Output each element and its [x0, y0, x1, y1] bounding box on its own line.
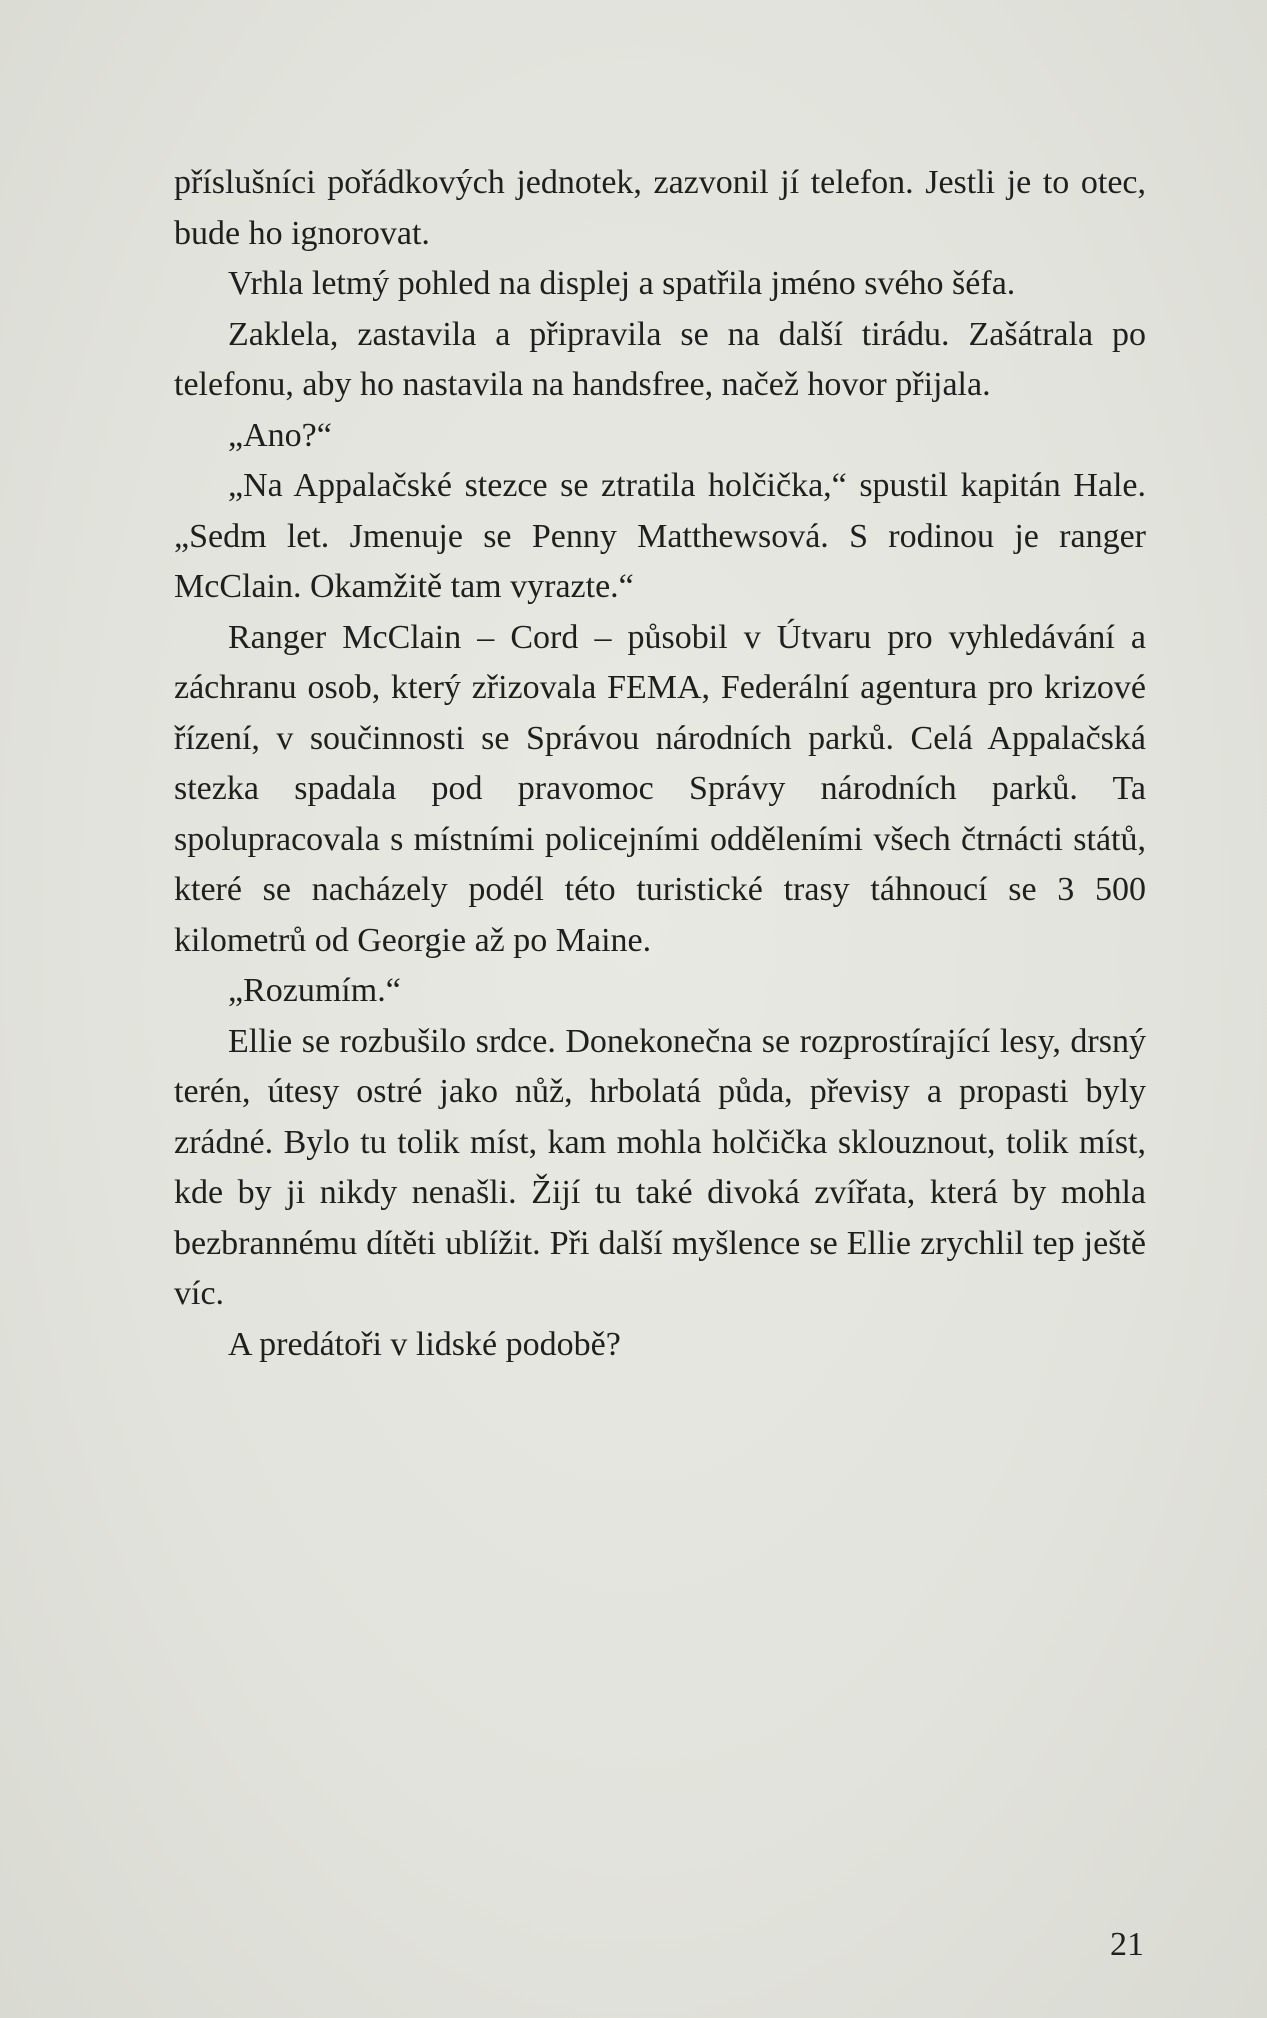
- paragraph: Zaklela, zastavila a připravila se na další tirádu. Zašátrala po telefonu, aby ho nastavila na handsfree, načež hovor přijala.: [174, 315, 1146, 403]
- paragraph: Ellie se rozbušilo srdce. Donekonečna se rozprostírající lesy, drsný terén, útesy ostré jako nůž, hrbolatá půda, převisy a propasti byly zrádné. Bylo tu tolik míst, kam mohla holčička sklouznout, tolik míst, kde by ji nikdy nenašli. Žijí tu také divoká zvířata, která by mohla bezbrannému dítěti ublížit. Při další myšlence se Ellie zrychlil tep ještě víc.: [174, 1022, 1146, 1312]
- paragraph: A predátoři v lidské podobě?: [228, 1325, 621, 1363]
- paragraph: Ranger McClain – Cord – působil v Útvaru pro vyhledávání a záchranu osob, který zřizovala FEMA, Federální agentura pro krizové řízení, v součinnosti se Správou národních parků. Celá Appalačská stezka spadala pod pravomoc Správy národních parků. Ta spolupracovala s místními policejními odděleními všech čtrnácti států, které se nacházely podél této turistické trasy táhnoucí se 3 500 kilometrů od Georgie až po Maine.: [174, 618, 1146, 959]
- page-body: [174, 158, 1146, 1370]
- paragraph: „Na Appalačské stezce se ztratila holčička,“ spustil kapitán Hale. „Sedm let. Jmenuje se Penny Matthewsová. S rodinou je ranger McClain. Okamžitě tam vyrazte.“: [174, 467, 1146, 605]
- paragraph: Vrhla letmý pohled na displej a spatřila jméno svého šéfa.: [228, 265, 1016, 302]
- paragraph: „Rozumím.“: [228, 972, 401, 1009]
- paragraph: příslušníci pořádkových jednotek, zazvonil jí telefon. Jestli je to otec, bude ho ignorovat.: [174, 164, 1146, 252]
- page-number: 21: [1110, 1926, 1144, 1963]
- paragraph: „Ano?“: [228, 416, 332, 454]
